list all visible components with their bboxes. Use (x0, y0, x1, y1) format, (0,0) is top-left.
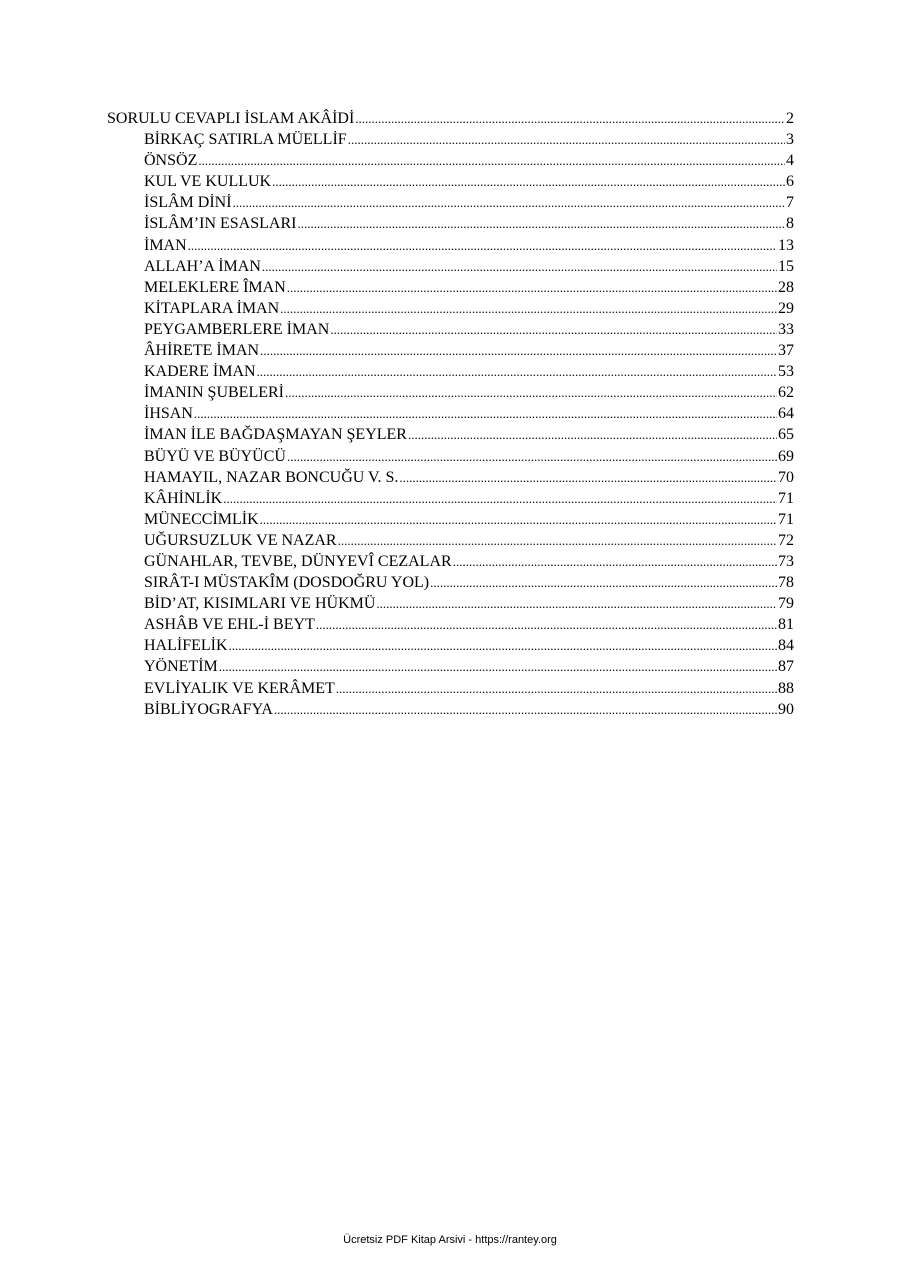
toc-dot-leader (408, 424, 777, 445)
toc-entry[interactable] (107, 403, 794, 424)
toc-entry[interactable] (107, 277, 794, 298)
toc-dot-leader (262, 256, 777, 277)
toc-entry-label: ÂHİRETE İMAN (144, 342, 260, 360)
toc-entry-label: HALİFELİK (144, 637, 228, 655)
toc-dot-leader (260, 340, 777, 361)
toc-entry[interactable] (107, 509, 794, 530)
toc-entry[interactable] (107, 213, 794, 234)
toc-entry-page: 88 (778, 679, 794, 697)
toc-entry-page: 71 (778, 510, 794, 528)
toc-dot-leader (287, 277, 777, 298)
toc-entry-page: 4 (786, 152, 794, 170)
toc-dot-leader (287, 446, 777, 467)
toc-entry[interactable] (107, 593, 794, 614)
toc-entry[interactable] (107, 171, 794, 192)
toc-entry-page: 53 (778, 363, 794, 381)
toc-dot-leader (430, 572, 777, 593)
toc-entry-page: 64 (778, 405, 794, 423)
toc-entry[interactable] (107, 256, 794, 277)
toc-entry[interactable] (107, 488, 794, 509)
toc-entry[interactable] (107, 572, 794, 593)
toc-dot-leader (348, 129, 785, 150)
toc-entry[interactable] (107, 656, 794, 677)
toc-entry-page: 8 (786, 215, 794, 233)
toc-entry-page: 78 (778, 574, 794, 592)
toc-entry[interactable] (107, 129, 794, 150)
toc-entry-label: PEYGAMBERLERE İMAN (144, 320, 330, 338)
toc-entry[interactable] (107, 298, 794, 319)
toc-dot-leader (280, 298, 777, 319)
toc-entry-label: KUL VE KULLUK (144, 173, 272, 191)
toc-entry-label: MELEKLERE ÎMAN (144, 278, 286, 296)
toc-entry[interactable] (107, 551, 794, 572)
toc-dot-leader (376, 593, 777, 614)
toc-entry-page: 6 (786, 173, 794, 191)
toc-entry-label: SORULU CEVAPLI İSLAM AKÂİDİ (107, 110, 355, 127)
toc-dot-leader (274, 699, 777, 720)
toc-entry-label: HAMAYIL, NAZAR BONCUĞU V. S. (144, 468, 399, 486)
toc-dot-leader (272, 171, 785, 192)
toc-entry-label: SIRÂT-I MÜSTAKÎM (DOSDOĞRU YOL) (144, 574, 430, 592)
toc-entry-page: 13 (778, 236, 794, 254)
toc-entry-label: BİD’AT, KISIMLARI VE HÜKMÜ (144, 595, 376, 613)
toc-entry-page: 70 (778, 468, 794, 486)
toc-entry[interactable] (107, 446, 794, 467)
toc-entry[interactable] (107, 614, 794, 635)
toc-entry-label: YÖNETİM (144, 658, 218, 676)
toc-entry-label: EVLİYALIK VE KERÂMET (144, 679, 335, 697)
toc-entry-label: BİBLİYOGRAFYA (144, 700, 273, 718)
toc-entry-page: 87 (778, 658, 794, 676)
toc-entry-label: ALLAH’A İMAN (144, 257, 261, 275)
toc-dot-leader (219, 656, 777, 677)
toc-entry[interactable] (107, 678, 794, 699)
toc-entry-page: 90 (778, 700, 794, 718)
toc-entry-page: 84 (778, 637, 794, 655)
toc-entry-page: 29 (778, 299, 794, 317)
toc-dot-leader (338, 530, 777, 551)
toc-entry[interactable] (107, 382, 794, 403)
toc-entry-label: BİRKAÇ SATIRLA MÜELLİF (144, 131, 347, 149)
toc-dot-leader (297, 213, 785, 234)
toc-entry-page: 15 (778, 257, 794, 275)
toc-entry[interactable] (107, 530, 794, 551)
toc-entry-page: 71 (778, 489, 794, 507)
toc-entry-page: 7 (786, 194, 794, 212)
toc-entry[interactable] (107, 235, 794, 256)
toc-dot-leader (285, 382, 777, 403)
toc-dot-leader (257, 361, 777, 382)
toc-entry-label: KİTAPLARA İMAN (144, 299, 280, 317)
toc-dot-leader (260, 509, 777, 530)
toc-entry-page: 81 (778, 616, 794, 634)
toc-dot-leader (194, 403, 777, 424)
toc-entry[interactable] (107, 467, 794, 488)
toc-entry-label: KÂHİNLİK (144, 489, 223, 507)
toc-entry-label: İMAN (144, 236, 187, 254)
toc-entry-page: 33 (778, 320, 794, 338)
toc-dot-leader (399, 467, 777, 488)
toc-entry-page: 65 (778, 426, 794, 444)
toc-entry-label: İSLÂM DİNİ (144, 194, 232, 212)
toc-entry[interactable] (107, 699, 794, 720)
toc-entry-page: 79 (778, 595, 794, 613)
toc-entry-page: 3 (786, 131, 794, 149)
toc-entry[interactable] (107, 192, 794, 213)
toc-entry-label: İMANIN ŞUBELERİ (144, 384, 284, 402)
toc-entry-label: MÜNECCİMLİK (144, 510, 259, 528)
toc-dot-leader (330, 319, 777, 340)
toc-entry[interactable] (107, 361, 794, 382)
toc-dot-leader (336, 678, 777, 699)
toc-entry[interactable] (107, 150, 794, 171)
toc-dot-leader (188, 235, 777, 256)
toc-entry-page: 72 (778, 531, 794, 549)
toc-dot-leader (316, 614, 777, 635)
toc-dot-leader (355, 108, 785, 129)
toc-entry-page: 69 (778, 447, 794, 465)
toc-entry-label: KADERE İMAN (144, 363, 256, 381)
toc-entry[interactable] (107, 635, 794, 656)
toc-dot-leader (233, 192, 785, 213)
toc-entry-page: 2 (786, 110, 794, 127)
page-footer: Ücretsiz PDF Kitap Arsivi - https://rantey.org (343, 1234, 557, 1246)
toc-entry-label: İMAN İLE BAĞDAŞMAYAN ŞEYLER (144, 426, 407, 444)
toc-dot-leader (223, 488, 777, 509)
toc-entry-label: BÜYÜ VE BÜYÜCÜ (144, 447, 286, 465)
toc-entry-label: GÜNAHLAR, TEVBE, DÜNYEVÎ CEZALAR (144, 552, 452, 570)
toc-entry-page: 37 (778, 342, 794, 360)
toc-entry-label: İHSAN (144, 405, 193, 423)
toc-dot-leader (198, 150, 785, 171)
toc-entry-main[interactable] (107, 108, 794, 129)
toc-entry-page: 62 (778, 384, 794, 402)
table-of-contents (107, 108, 794, 720)
toc-entry-page: 28 (778, 278, 794, 296)
toc-entry-label: ASHÂB VE EHL-İ BEYT (144, 616, 315, 634)
toc-entry-page: 73 (778, 552, 794, 570)
toc-entry-label: ÖNSÖZ (144, 152, 198, 170)
toc-dot-leader (229, 635, 777, 656)
toc-entry[interactable] (107, 319, 794, 340)
toc-entry-label: UĞURSUZLUK VE NAZAR (144, 531, 337, 549)
toc-entry[interactable] (107, 424, 794, 445)
toc-entry[interactable] (107, 340, 794, 361)
toc-entry-label: İSLÂM’IN ESASLARI (144, 215, 297, 233)
toc-dot-leader (453, 551, 777, 572)
